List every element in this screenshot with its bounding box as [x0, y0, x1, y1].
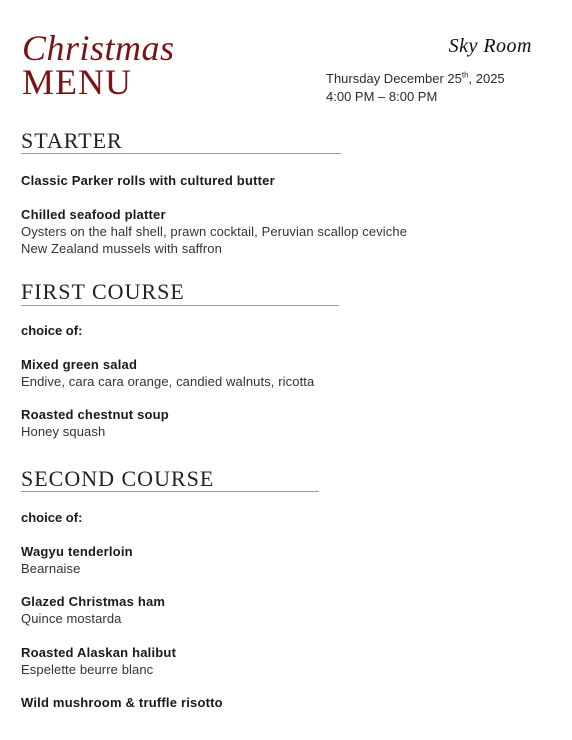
event-date: Thursday December 25th, 2025 [326, 70, 505, 86]
menu-item-description: Quince mostarda [21, 611, 122, 626]
menu-item-title: Wild mushroom & truffle risotto [21, 695, 223, 710]
menu-item-description: Honey squash [21, 424, 106, 439]
section-heading-second-course: SECOND COURSE [21, 466, 215, 491]
menu-item [21, 172, 275, 189]
title-christmas: Christmas [22, 28, 175, 68]
menu-item-title: Wagyu tenderloin [21, 544, 133, 559]
event-info [326, 70, 505, 106]
sky-room-logo: Sky Room [448, 35, 532, 57]
menu-item-title: Glazed Christmas ham [21, 594, 166, 609]
date-ordinal: th [461, 70, 469, 80]
title-menu: MENU [22, 62, 132, 102]
menu-item [21, 543, 133, 577]
menu-item-title: Mixed green salad [21, 357, 138, 372]
divider-second-course [21, 491, 319, 492]
menu-item-description: New Zealand mussels with saffron [21, 241, 222, 256]
divider-starter [21, 153, 341, 154]
choice-label: choice of: [21, 510, 83, 525]
event-time: 4:00 PM – 8:00 PM [326, 89, 438, 104]
section-heading-starter: STARTER [21, 128, 123, 153]
menu-item [21, 206, 407, 257]
menu-item [21, 406, 169, 440]
menu-item-description: Endive, cara cara orange, candied walnuts, ricotta [21, 374, 315, 389]
menu-item-title: Roasted chestnut soup [21, 407, 169, 422]
section-heading-first-course: FIRST COURSE [21, 279, 185, 304]
menu-item [21, 356, 314, 390]
menu-item-title: Classic Parker rolls with cultured butter [21, 173, 275, 188]
choice-label: choice of: [21, 323, 83, 338]
menu-item [21, 593, 165, 627]
divider-first-course [21, 305, 339, 306]
menu-item [21, 644, 176, 678]
menu-item-description: Oysters on the half shell, prawn cocktail, Peruvian scallop ceviche [21, 224, 408, 239]
menu-item-title: Roasted Alaskan halibut [21, 645, 177, 660]
menu-item-title: Chilled seafood platter [21, 207, 166, 222]
menu-item-description: Espelette beurre blanc [21, 662, 154, 677]
menu-item-description: Bearnaise [21, 561, 81, 576]
menu-item [21, 694, 223, 711]
